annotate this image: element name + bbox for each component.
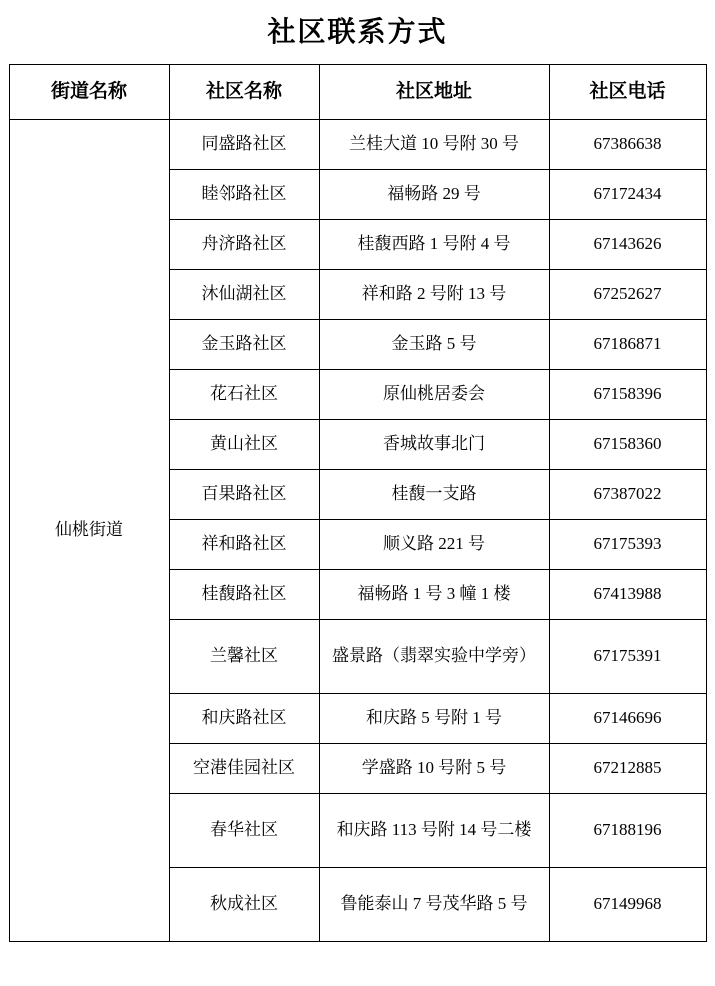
community-address-cell: 桂馥一支路 bbox=[319, 470, 549, 520]
community-name-cell: 舟济路社区 bbox=[169, 220, 319, 270]
community-phone-cell: 67158396 bbox=[549, 370, 706, 420]
column-header-community-phone: 社区电话 bbox=[549, 65, 706, 120]
community-address-cell: 香城故事北门 bbox=[319, 420, 549, 470]
column-header-street: 街道名称 bbox=[9, 65, 169, 120]
community-address-cell: 福畅路 29 号 bbox=[319, 170, 549, 220]
table-body bbox=[9, 120, 706, 942]
community-name-cell: 沐仙湖社区 bbox=[169, 270, 319, 320]
community-address-cell: 和庆路 113 号附 14 号二楼 bbox=[319, 794, 549, 868]
community-phone-cell: 67252627 bbox=[549, 270, 706, 320]
community-address-cell: 祥和路 2 号附 13 号 bbox=[319, 270, 549, 320]
community-name-cell: 兰馨社区 bbox=[169, 620, 319, 694]
community-phone-cell: 67143626 bbox=[549, 220, 706, 270]
column-header-community-name: 社区名称 bbox=[169, 65, 319, 120]
community-contact-table bbox=[9, 64, 707, 942]
community-phone-cell: 67146696 bbox=[549, 694, 706, 744]
table-row bbox=[9, 120, 706, 170]
community-phone-cell: 67212885 bbox=[549, 744, 706, 794]
community-name-cell: 秋成社区 bbox=[169, 868, 319, 942]
community-name-cell: 同盛路社区 bbox=[169, 120, 319, 170]
community-phone-cell: 67149968 bbox=[549, 868, 706, 942]
table-header-row bbox=[9, 65, 706, 120]
community-name-cell: 空港佳园社区 bbox=[169, 744, 319, 794]
community-phone-cell: 67175393 bbox=[549, 520, 706, 570]
community-name-cell: 睦邻路社区 bbox=[169, 170, 319, 220]
street-name-cell: 仙桃街道 bbox=[9, 120, 169, 942]
community-name-cell: 祥和路社区 bbox=[169, 520, 319, 570]
table-header bbox=[9, 65, 706, 120]
community-address-cell: 和庆路 5 号附 1 号 bbox=[319, 694, 549, 744]
community-name-cell: 百果路社区 bbox=[169, 470, 319, 520]
community-address-cell: 兰桂大道 10 号附 30 号 bbox=[319, 120, 549, 170]
community-address-cell: 桂馥西路 1 号附 4 号 bbox=[319, 220, 549, 270]
community-phone-cell: 67386638 bbox=[549, 120, 706, 170]
community-address-cell: 学盛路 10 号附 5 号 bbox=[319, 744, 549, 794]
community-phone-cell: 67188196 bbox=[549, 794, 706, 868]
community-address-cell: 盛景路（翡翠实验中学旁） bbox=[319, 620, 549, 694]
community-address-cell: 金玉路 5 号 bbox=[319, 320, 549, 370]
community-phone-cell: 67172434 bbox=[549, 170, 706, 220]
community-address-cell: 顺义路 221 号 bbox=[319, 520, 549, 570]
community-phone-cell: 67413988 bbox=[549, 570, 706, 620]
community-phone-cell: 67387022 bbox=[549, 470, 706, 520]
community-phone-cell: 67175391 bbox=[549, 620, 706, 694]
community-phone-cell: 67186871 bbox=[549, 320, 706, 370]
community-address-cell: 原仙桃居委会 bbox=[319, 370, 549, 420]
community-name-cell: 黄山社区 bbox=[169, 420, 319, 470]
community-address-cell: 福畅路 1 号 3 幢 1 楼 bbox=[319, 570, 549, 620]
community-phone-cell: 67158360 bbox=[549, 420, 706, 470]
community-name-cell: 花石社区 bbox=[169, 370, 319, 420]
page-title: 社区联系方式 bbox=[267, 17, 448, 48]
column-header-community-address: 社区地址 bbox=[319, 65, 549, 120]
community-name-cell: 金玉路社区 bbox=[169, 320, 319, 370]
community-name-cell: 春华社区 bbox=[169, 794, 319, 868]
community-name-cell: 和庆路社区 bbox=[169, 694, 319, 744]
community-address-cell: 鲁能泰山 7 号茂华路 5 号 bbox=[319, 868, 549, 942]
community-name-cell: 桂馥路社区 bbox=[169, 570, 319, 620]
